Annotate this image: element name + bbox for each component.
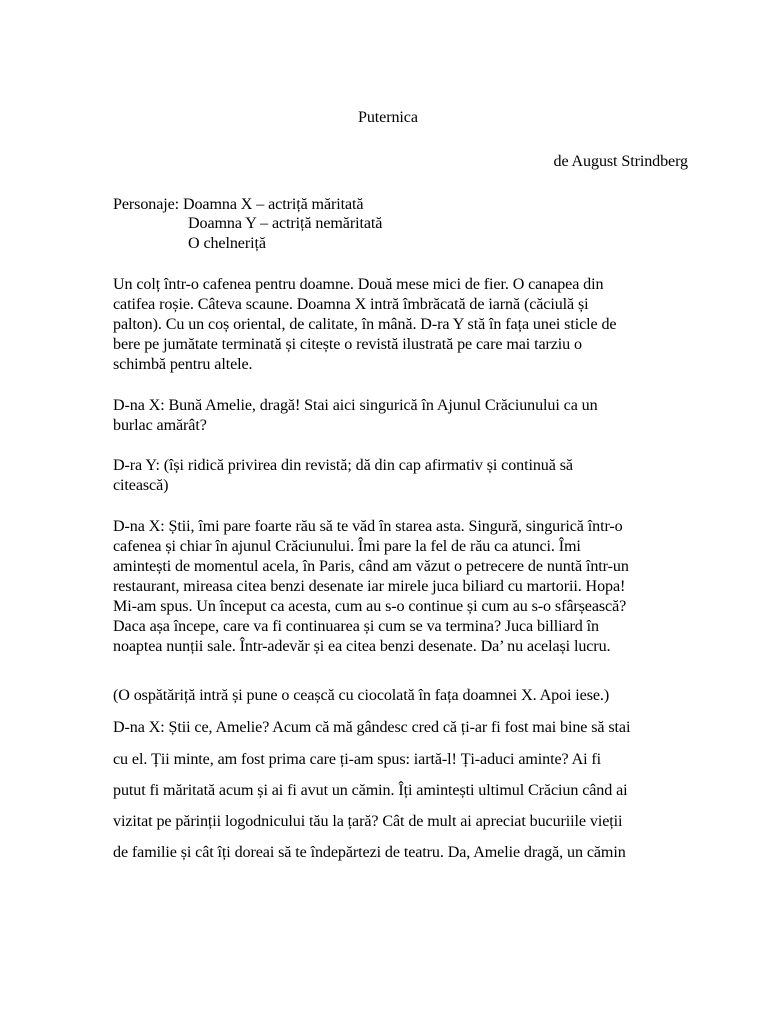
paragraph-line: palton). Cu un coș oriental, de calitate, în mână. D-ra Y stă în fața unei sticle de	[113, 316, 617, 333]
paragraph-line: noaptea nunții sale. Într-adevăr și ea citea benzi desenate. Da’ nu același lucru.	[113, 638, 611, 655]
paragraph-line: cafenea și chiar în ajunul Crăciunului. Îmi pare la fel de rău ca atunci. Îmi	[113, 538, 581, 555]
paragraph-line: D-ra Y: (își ridică privirea din revistă; dă din cap afirmativ și continuă să	[113, 457, 573, 474]
stage-direction: (O ospătăriță intră și pune o ceașcă cu ciocolată în fața doamnei X. Apoi iese.)	[113, 687, 610, 704]
paragraph-line: amintești de momentul acela, în Paris, când am văzut o petrecere de nuntă într-un	[113, 558, 629, 575]
paragraph-line: de familie și cât îți doreai să te îndepărtezi de teatru. Da, Amelie dragă, un cămin	[113, 844, 626, 861]
paragraph-line: D-na X: Bună Amelie, dragă! Stai aici singurică în Ajunul Crăciunului ca un	[113, 397, 598, 414]
document-author: de August Strindberg	[553, 153, 688, 170]
paragraph-line: D-na X: Știi ce, Amelie? Acum că mă gândesc cred că ți-ar fi fost mai bine să stai	[113, 719, 631, 736]
paragraph-line: burlac amărât?	[113, 417, 207, 434]
paragraph-line: cu el. Ții minte, am fost prima care ți-am spus: iartă-l! Ți-aduci aminte? Ai fi	[113, 751, 602, 768]
paragraph-line: restaurant, mireasa citea benzi desenate iar mirele juca biliard cu martorii. Hopa!	[113, 578, 626, 595]
characters-line: Personaje: Doamna X – actriță măritată	[113, 196, 364, 213]
paragraph-line: Mi-am spus. Un început ca acesta, cum au s-o continue și cum au s-o sfârșească?	[113, 598, 627, 615]
characters-line: Doamna Y – actriță nemăritată	[188, 215, 383, 232]
paragraph-line: citească)	[113, 477, 169, 494]
paragraph-line: bere pe jumătate terminată și citește o revistă ilustrată pe care mai tarziu o	[113, 336, 582, 353]
paragraph-line: putut fi măritată acum și ai fi avut un cămin. Îți amintești ultimul Crăciun când ai	[113, 782, 628, 799]
paragraph-line: vizitat pe părinții logodnicului tău la țară? Cât de mult ai apreciat bucuriile vieții	[113, 813, 623, 830]
paragraph-line: schimbă pentru altele.	[113, 356, 253, 373]
paragraph-line: D-na X: Știi, îmi pare foarte rău să te văd în starea asta. Singură, singurică într-o	[113, 518, 623, 535]
paragraph-line: Un colț într-o cafenea pentru doamne. Două mese mici de fier. O canapea din	[113, 276, 604, 293]
document-title: Puternica	[358, 109, 418, 126]
characters-line: O chelneriță	[188, 235, 266, 252]
paragraph-line: Daca așa începe, care va fi continuarea și cum se va termina? Juca billiard în	[113, 618, 599, 635]
paragraph-line: catifea roșie. Câteva scaune. Doamna X intră îmbrăcată de iarnă (căciulă și	[113, 296, 589, 313]
